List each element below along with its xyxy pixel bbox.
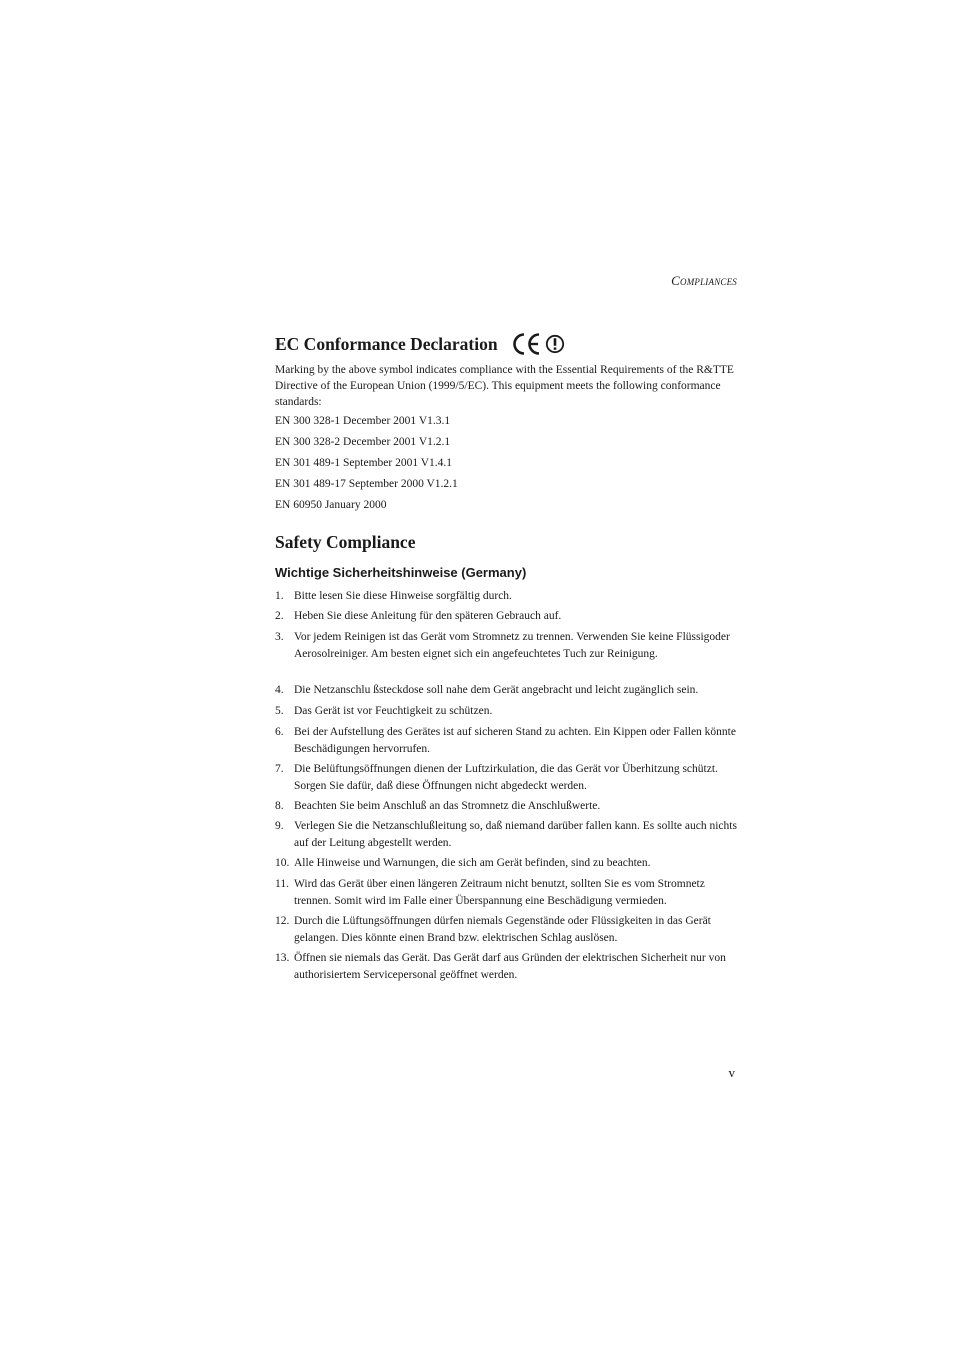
safety-list-item bbox=[275, 855, 737, 872]
standard-item: EN 301 489-17 September 2000 V1.2.1 bbox=[275, 478, 458, 490]
standards-list bbox=[275, 413, 458, 518]
item-text: Bitte lesen Sie diese Hinweise sorgfältig durch. bbox=[294, 590, 512, 602]
ce-alert-icon bbox=[512, 332, 565, 356]
item-text: Wird das Gerät über einen längeren Zeitraum nicht benutzt, sollten Sie es vom Stromnetz trennen. Somit wird im Falle einer Überspannung eine Beschädigung vermieden. bbox=[294, 878, 705, 907]
standard-item: EN 300 328-2 December 2001 V1.2.1 bbox=[275, 436, 451, 448]
item-number: 10. bbox=[275, 857, 290, 869]
item-number: 8. bbox=[275, 800, 284, 812]
safety-list-item bbox=[275, 629, 737, 662]
ec-heading bbox=[275, 332, 565, 356]
item-number: 11. bbox=[275, 878, 289, 890]
safety-heading: Safety Compliance bbox=[275, 532, 416, 552]
standard-item: EN 60950 January 2000 bbox=[275, 499, 387, 511]
safety-list-item bbox=[275, 818, 737, 851]
item-text: Die Belüftungsöffnungen dienen der Luftzirkulation, die das Gerät vor Überhitzung schützt. Sorgen Sie dafür, daß diese Öffnungen nicht abgedeckt werden. bbox=[294, 763, 718, 792]
ec-heading-text: EC Conformance Declaration bbox=[275, 333, 498, 354]
item-text: Das Gerät ist vor Feuchtigkeit zu schützen. bbox=[294, 705, 493, 717]
item-text: Vor jedem Reinigen ist das Gerät vom Stromnetz zu trennen. Verwenden Sie keine Flüssigoder Aerosolreiniger. Am besten eignet sich ein angefeuchtetes Tuch zur Reinigung. bbox=[294, 631, 730, 660]
safety-list-item bbox=[275, 913, 737, 946]
safety-list-item bbox=[275, 588, 737, 605]
item-text: Beachten Sie beim Anschluß an das Stromnetz die Anschlußwerte. bbox=[294, 800, 601, 812]
item-text: Heben Sie diese Anleitung für den späteren Gebrauch auf. bbox=[294, 610, 562, 622]
item-number: 13. bbox=[275, 952, 290, 964]
page-number: v bbox=[728, 1065, 735, 1080]
safety-list-item bbox=[275, 703, 737, 720]
item-text: Verlegen Sie die Netzanschlußleitung so, daß niemand darüber fallen kann. Es sollte auch nichts auf der Leitung abgestellt werden. bbox=[294, 820, 737, 849]
item-number: 1. bbox=[275, 590, 284, 602]
safety-list-item bbox=[275, 798, 737, 815]
safety-list-item bbox=[275, 724, 737, 757]
item-number: 5. bbox=[275, 705, 284, 717]
page bbox=[275, 0, 737, 1351]
standard-item: EN 301 489-1 September 2001 V1.4.1 bbox=[275, 457, 453, 469]
safety-list-item bbox=[275, 682, 737, 699]
item-text: Durch die Lüftungsöffnungen dürfen niemals Gegenstände oder Flüssigkeiten in das Gerät gelangen. Dies könnte einen Brand bzw. elektrischen Schlag auslösen. bbox=[294, 915, 711, 944]
ec-intro-paragraph: Marking by the above symbol indicates compliance with the Essential Requirements of the R&TTE Directive of the European Union (1999/5/EC). This equipment meets the following conformance standards: bbox=[275, 364, 734, 408]
item-number: 12. bbox=[275, 915, 290, 927]
safety-list-item bbox=[275, 876, 737, 909]
safety-list-item bbox=[275, 608, 737, 625]
safety-subheading: Wichtige Sicherheitshinweise (Germany) bbox=[275, 565, 527, 580]
item-number: 9. bbox=[275, 820, 284, 832]
item-text: Bei der Aufstellung des Gerätes ist auf sicheren Stand zu achten. Ein Kippen oder Fallen könnte Beschädigungen hervorrufen. bbox=[294, 726, 736, 755]
running-header: Compliances bbox=[671, 273, 737, 288]
safety-list-item bbox=[275, 950, 737, 983]
item-text: Die Netzanschlu ßsteckdose soll nahe dem Gerät angebracht und leicht zugänglich sein. bbox=[294, 684, 699, 696]
item-number: 6. bbox=[275, 726, 284, 738]
item-text: Öffnen sie niemals das Gerät. Das Gerät darf aus Gründen der elektrischen Sicherheit nur von authorisiertem Servicepersonal geöffnet werden. bbox=[294, 952, 726, 981]
item-number: 4. bbox=[275, 684, 284, 696]
safety-list-item bbox=[275, 761, 737, 794]
item-number: 7. bbox=[275, 763, 284, 775]
item-text: Alle Hinweise und Warnungen, die sich am Gerät befinden, sind zu beachten. bbox=[294, 857, 651, 869]
standard-item: EN 300 328-1 December 2001 V1.3.1 bbox=[275, 415, 451, 427]
item-number: 2. bbox=[275, 610, 284, 622]
item-number: 3. bbox=[275, 631, 284, 643]
